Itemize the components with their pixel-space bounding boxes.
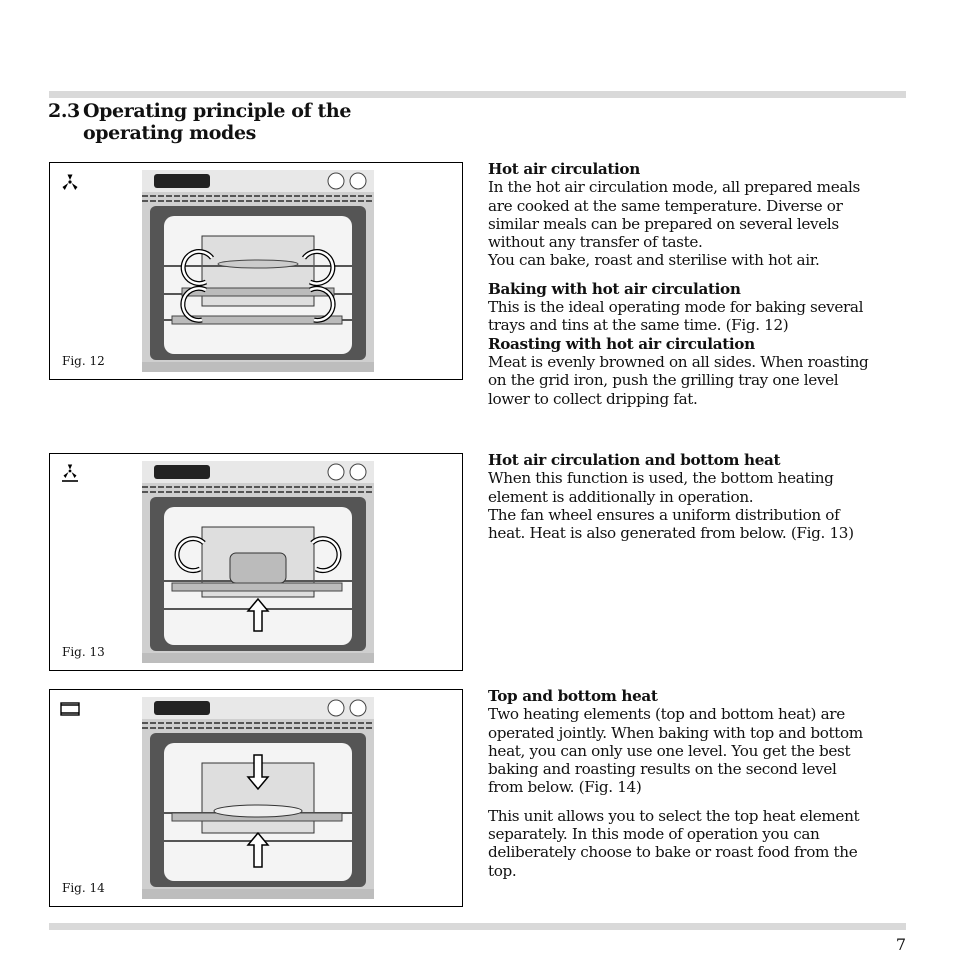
oven-illustration-top-bottom — [142, 697, 374, 899]
section-heading — [48, 100, 351, 144]
body-line: heat, you can only use one level. You get the best — [488, 741, 851, 760]
fan-icon — [60, 172, 80, 192]
body-line: without any transfer of taste. — [488, 233, 703, 252]
figure-label: Fig. 14 — [62, 881, 105, 895]
figure-12 — [49, 162, 463, 380]
body-line: baking and roasting results on the second level — [488, 760, 837, 779]
oven-illustration-hot-air — [142, 170, 374, 372]
section-title-line2: operating modes — [83, 122, 256, 144]
body-line: element is additionally in operation. — [488, 487, 754, 506]
top-bottom-heat-icon — [60, 699, 80, 719]
figure-13 — [49, 453, 463, 671]
fan-bottom-heat-icon — [60, 463, 80, 483]
oven-illustration-hot-air-bottom — [142, 461, 374, 663]
text-hot-air-circulation — [488, 160, 908, 408]
body-line: The fan wheel ensures a uniform distribution of — [488, 505, 840, 524]
figure-label: Fig. 12 — [62, 354, 105, 368]
figure-label: Fig. 13 — [62, 645, 105, 659]
block-heading: Baking with hot air circulation — [488, 279, 741, 298]
block-heading: Roasting with hot air circulation — [488, 334, 755, 353]
body-line: heat. Heat is also generated from below. (Fig. 13) — [488, 524, 854, 543]
section-title-line1: Operating principle of the — [83, 100, 352, 122]
body-line: This is the ideal operating mode for baking several — [488, 298, 864, 317]
body-line: top. — [488, 861, 517, 880]
text-hot-air-bottom-heat — [488, 451, 908, 542]
body-line: on the grid iron, push the grilling tray one level — [488, 371, 839, 390]
block-heading: Top and bottom heat — [488, 687, 658, 705]
body-line: from below. (Fig. 14) — [488, 778, 642, 797]
body-line: When this function is used, the bottom heating — [488, 469, 834, 488]
body-line: This unit allows you to select the top heat element — [488, 806, 860, 825]
body-line: deliberately choose to bake or roast food from the — [488, 843, 858, 862]
body-line: In the hot air circulation mode, all prepared meals — [488, 178, 860, 197]
body-line: Meat is evenly browned on all sides. When roasting — [488, 352, 869, 371]
section-number: 2.3 — [48, 100, 80, 122]
text-top-bottom-heat — [488, 687, 908, 880]
top-rule — [49, 91, 906, 98]
body-line: are cooked at the same temperature. Diverse or — [488, 196, 843, 215]
body-line: similar meals can be prepared on several levels — [488, 214, 839, 233]
page-number: 7 — [895, 935, 906, 954]
body-line: operated jointly. When baking with top and bottom — [488, 723, 863, 742]
body-line: You can bake, roast and sterilise with hot air. — [488, 251, 820, 270]
body-line: Two heating elements (top and bottom heat) are — [488, 705, 845, 724]
body-line: trays and tins at the same time. (Fig. 12) — [488, 316, 789, 335]
block-heading: Hot air circulation — [488, 160, 640, 178]
bottom-rule — [49, 923, 906, 930]
body-line: lower to collect dripping fat. — [488, 389, 698, 408]
body-line: separately. In this mode of operation you can — [488, 825, 820, 844]
figure-14 — [49, 689, 463, 907]
block-heading: Hot air circulation and bottom heat — [488, 451, 781, 469]
